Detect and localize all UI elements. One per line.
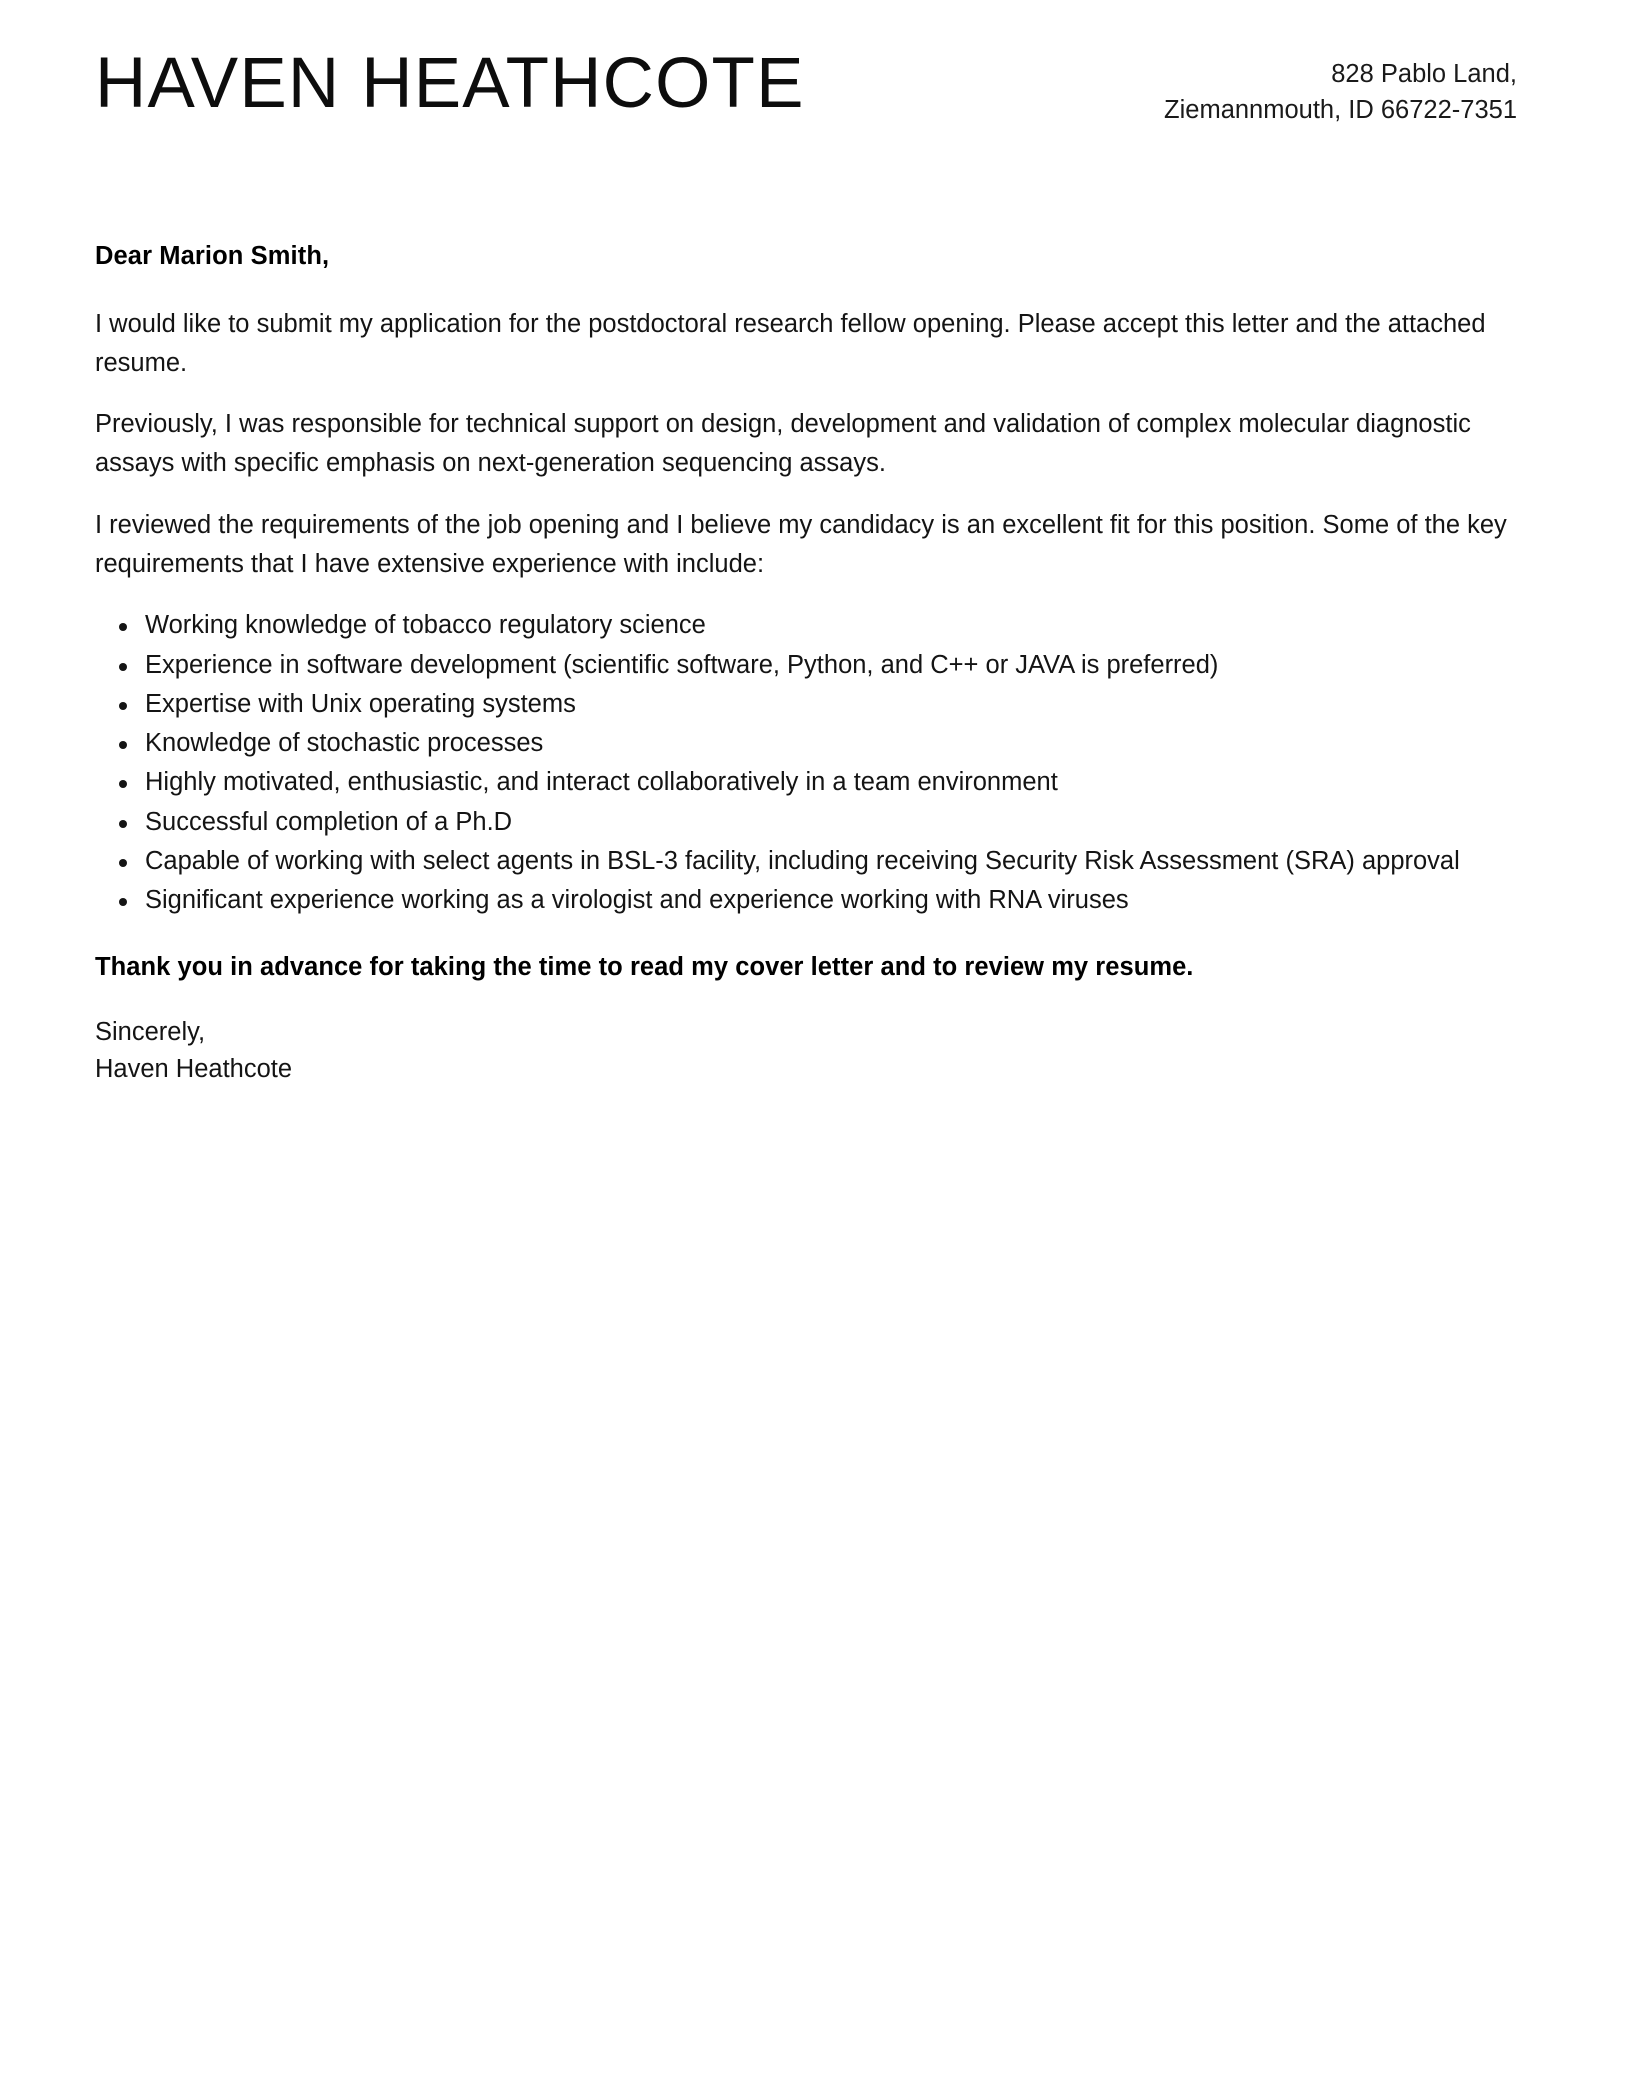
- body-paragraph: Previously, I was responsible for technical support on design, development and validation of complex molecular diagnostic assays with specific emphasis on next-generation sequencing assays.: [95, 410, 1471, 478]
- list-item: Expertise with Unix operating systems: [95, 685, 1517, 723]
- list-item: Knowledge of stochastic processes: [95, 724, 1517, 762]
- address-line-city-state-zip: Ziemannmouth, ID 66722-7351: [1164, 96, 1517, 125]
- closing-statement: Thank you in advance for taking the time to read my cover letter and to review my resume.: [95, 953, 1194, 982]
- list-item: Successful completion of a Ph.D: [95, 803, 1517, 841]
- list-item: Highly motivated, enthusiastic, and interact collaboratively in a team environment: [95, 763, 1517, 801]
- letter-body: [95, 238, 1517, 1088]
- page-title: HAVEN HEATHCOTE: [95, 44, 805, 123]
- requirements-list: [95, 606, 1517, 919]
- list-item: Significant experience working as a virologist and experience working with RNA viruses: [95, 881, 1517, 919]
- list-item: Experience in software development (scientific software, Python, and C++ or JAVA is preferred): [95, 646, 1517, 684]
- body-paragraph: I reviewed the requirements of the job opening and I believe my candidacy is an excellent fit for this position. Some of the key requirements that I have extensive experience with include:: [95, 510, 1507, 578]
- letter-content: [95, 0, 1517, 1088]
- address-line-street: 828 Pablo Land,: [1331, 60, 1517, 88]
- body-paragraph: I would like to submit my application for the postdoctoral research fellow opening. Please accept this letter and the attached resume.: [95, 309, 1486, 377]
- list-item: Capable of working with select agents in BSL-3 facility, including receiving Security Risk Assessment (SRA) approval: [95, 842, 1517, 880]
- sender-address-block: [1164, 44, 1517, 128]
- salutation: Dear Marion Smith,: [95, 242, 330, 270]
- signoff: Sincerely,: [95, 1018, 206, 1047]
- letterhead: [95, 0, 1517, 140]
- list-item: Working knowledge of tobacco regulatory science: [95, 606, 1517, 644]
- signature-name: Haven Heathcote: [95, 1055, 293, 1084]
- signature-block: [95, 1014, 1517, 1088]
